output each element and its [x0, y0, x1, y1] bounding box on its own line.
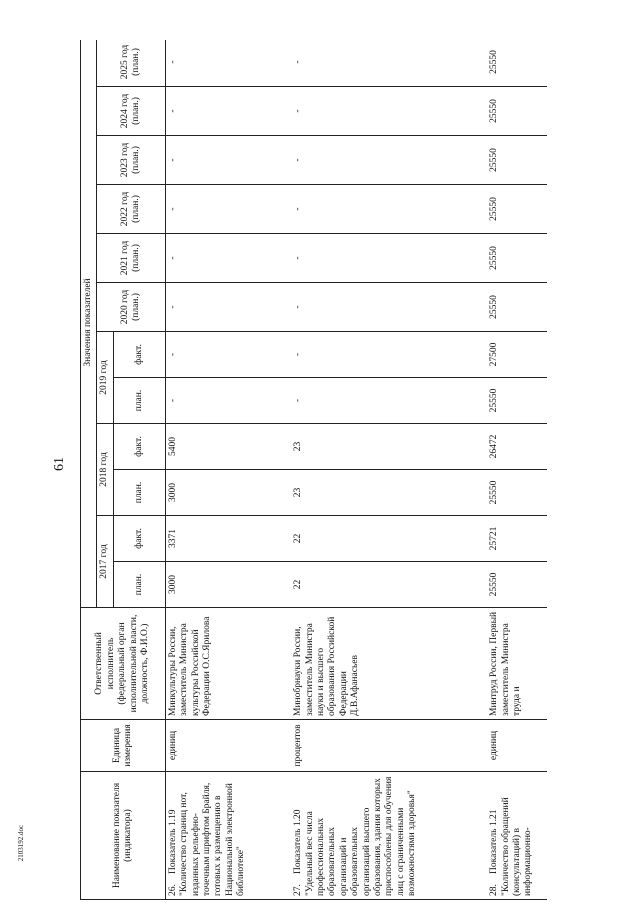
table-row [487, 40, 547, 900]
value-2021: 25550 [487, 234, 547, 283]
rotated-table-container [80, 40, 630, 900]
header-2018-plan: план. [113, 470, 165, 516]
indicator-name: Показатель 1.21 "Количество обращений (консультаций) в информационно- [489, 797, 534, 896]
header-2019-fact: факт. [113, 332, 165, 378]
header-year-2019: 2019 год [97, 332, 113, 424]
unit-cell: единиц [487, 720, 547, 772]
header-year-2020: 2020 год (план.) [97, 283, 165, 332]
value-2020: - [291, 283, 487, 332]
value-2023: - [291, 136, 487, 185]
value-2018-fact: 23 [291, 424, 487, 470]
header-values-group: Значения показателей [81, 40, 97, 608]
value-2024: - [291, 87, 487, 136]
header-name: Наименование показателя (индикатора) [81, 772, 166, 900]
value-2017-fact: 25721 [487, 516, 547, 562]
value-2025: - [291, 40, 487, 87]
value-2021: - [165, 234, 291, 283]
header-year-2022: 2022 год (план.) [97, 185, 165, 234]
indicators-table [80, 40, 547, 900]
indicator-name-cell [487, 772, 547, 900]
value-2019-plan: - [165, 378, 291, 424]
value-2020: - [165, 283, 291, 332]
header-year-2018: 2018 год [97, 424, 113, 516]
value-2025: 25550 [487, 40, 547, 87]
value-2019-fact: 27500 [487, 332, 547, 378]
value-2018-plan: 3000 [165, 470, 291, 516]
header-2017-plan: план. [113, 562, 165, 608]
responsible-cell: Минтруд России, Первый заместитель Министра труда и [487, 608, 547, 720]
value-2024: 25550 [487, 87, 547, 136]
value-2021: - [291, 234, 487, 283]
page-number: 61 [52, 457, 67, 471]
document-id: 2103192.doc [17, 824, 25, 862]
row-number: 27. [293, 884, 304, 896]
header-2018-fact: факт. [113, 424, 165, 470]
header-year-2021: 2021 год (план.) [97, 234, 165, 283]
value-2022: 25550 [487, 185, 547, 234]
header-unit: Единица измерения [81, 720, 166, 772]
value-2019-plan: 25550 [487, 378, 547, 424]
header-2019-plan: план. [113, 378, 165, 424]
value-2017-plan: 22 [291, 562, 487, 608]
indicator-name-cell [165, 772, 291, 900]
header-year-2023: 2023 год (план.) [97, 136, 165, 185]
value-2017-plan: 3000 [165, 562, 291, 608]
value-2018-plan: 25550 [487, 470, 547, 516]
indicator-name-cell [291, 772, 487, 900]
value-2025: - [165, 40, 291, 87]
value-2023: 25550 [487, 136, 547, 185]
value-2022: - [291, 185, 487, 234]
value-2018-plan: 23 [291, 470, 487, 516]
value-2018-fact: 5400 [165, 424, 291, 470]
header-year-2025: 2025 год (план.) [97, 40, 165, 87]
value-2022: - [165, 185, 291, 234]
table-row [291, 40, 487, 900]
header-year-2017: 2017 год [97, 516, 113, 608]
header-responsible: Ответственный исполнитель (федеральный орган исполнительной власти, должность, Ф.И.О.) [81, 608, 166, 720]
indicator-name: Показатель 1.20 "Удельный вес числа профессиональных образовательных организаций и образовательных организаций высшего образования, здания которых приспособлены для обучения лиц с ограниченными возможностями здоровья" [293, 776, 418, 896]
row-number: 28. [489, 884, 500, 896]
value-2020: 25550 [487, 283, 547, 332]
unit-cell: единиц [165, 720, 291, 772]
responsible-cell: Минобрнауки России, заместитель Министра науки и высшего образования Российской Федерации Д.В.Афанасьев [291, 608, 487, 720]
unit-cell: процентов [291, 720, 487, 772]
rotated-table-frame [80, 40, 630, 900]
header-year-2024: 2024 год (план.) [97, 87, 165, 136]
row-number: 26. [167, 884, 178, 896]
value-2017-fact: 3371 [165, 516, 291, 562]
value-2023: - [165, 136, 291, 185]
value-2018-fact: 26472 [487, 424, 547, 470]
table-row [165, 40, 291, 900]
value-2019-fact: - [165, 332, 291, 378]
value-2019-fact: - [291, 332, 487, 378]
value-2024: - [165, 87, 291, 136]
value-2017-plan: 25550 [487, 562, 547, 608]
responsible-cell: Минкультуры России, заместитель Министра культуры Российской Федерации О.С.Ярилова [165, 608, 291, 720]
indicator-name: Показатель 1.19 "Количество страниц нот, изданных рельефно-точечным шрифтом Брайля, готовых к размещению в Национальной электронной библиотеке" [167, 782, 247, 896]
value-2019-plan: - [291, 378, 487, 424]
header-2017-fact: факт. [113, 516, 165, 562]
value-2017-fact: 22 [291, 516, 487, 562]
